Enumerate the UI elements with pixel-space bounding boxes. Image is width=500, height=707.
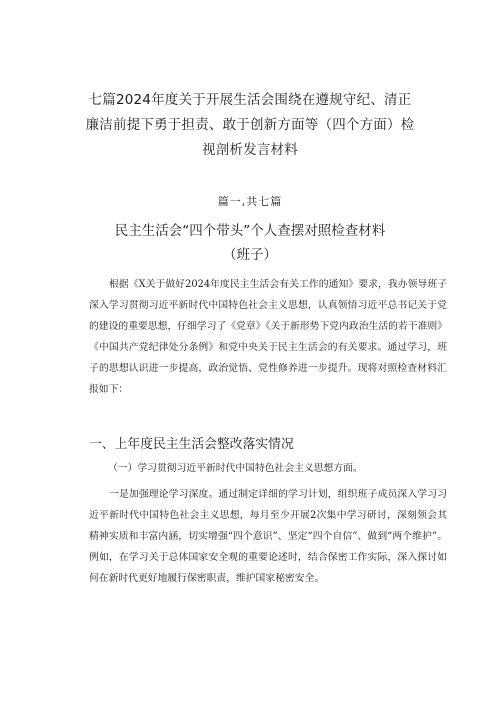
title-line: 视剖析发言材料 [202,142,298,158]
subtitle-line: （班子） [223,247,277,263]
title-line: 廉洁前提下勇于担责、敢于创新方面等（四个方面）检 [85,117,415,133]
document-subtitle [60,219,440,267]
document-title [60,88,440,163]
section-heading: 一、上年度民主生活会整改落实情况 [89,437,294,452]
body-paragraph: 一是加强理论学习深度。通过制定详细的学习计划，组织班子成员深入学习习近平新时代中国特色社会主义思想，每月至少开展2次集中学习研讨，深刻领会其精神实质和丰富内涵，切实增强“四个意识”、坚定“四个自信”、做到“两个维护”。例如，在学习关于总体国家安全观的重要论述时，结合保密工作实际，深入探讨如何在新时代更好地履行保密职责，维护国家秘密安全。 [89,489,447,584]
title-line: 七篇2024年度关于开展生活会围绕在遵规守纪、清正 [88,92,412,108]
section-marker: 篇一,共七篇 [217,195,283,208]
subtitle-line: 民主生活会“四个带头”个人查摆对照检查材料 [114,223,386,239]
subsection-heading: （一）学习贯彻习近平新时代中国特色社会主义思想方面。 [108,463,363,474]
intro-paragraph: 根据《X关于做好2024年度民主生活会有关工作的通知》要求，我办领导班子深入学习贯彻习近平新时代中国特色社会主义思想，认真领悟习近平总书记关于党的建设的重要思想，仔细学习了《党章》《关于新形势下党内政治生活的若干准则》《中国共产党纪律处分条例》和党中央关于民主生活会的有关要求。通过学习，班子的思想认识进一步提高，政治觉悟、党性修养进一步提升。现将对照检查材料汇报如下： [89,279,447,395]
